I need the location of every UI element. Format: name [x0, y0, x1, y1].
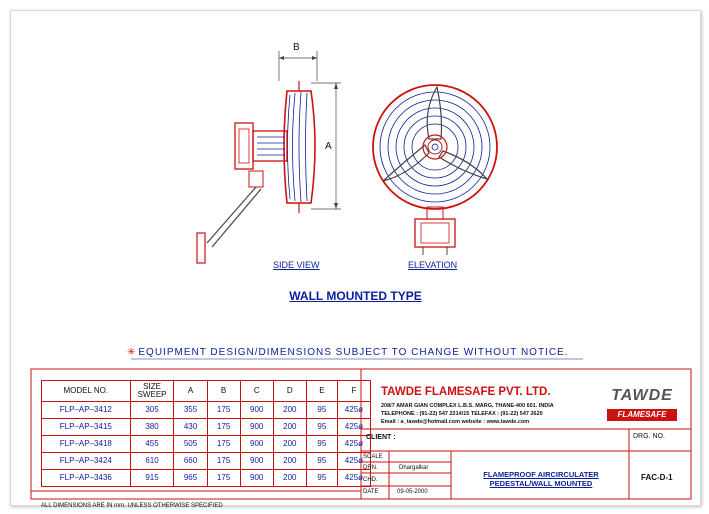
elevation-drawing	[373, 85, 497, 255]
cell-model: FLP–AP–3412	[42, 402, 131, 419]
drawing-desc-line2: PEDESTAL/WALL MOUNTED	[489, 479, 593, 488]
header-size-sweep: SIZE SWEEP	[130, 381, 174, 402]
cell-c: 900	[240, 436, 273, 453]
cell-a: 505	[174, 436, 207, 453]
header-b: B	[207, 381, 240, 402]
drg-no-label: DRG. NO.	[633, 433, 665, 440]
company-phone: TELEPHONE : (91-22) 547 2214/15 TELEFAX : (91-22) 547 2620	[381, 411, 543, 417]
company-address: 208/7 AMAR GIAN COMPLEX L.B.S. MARG, THANE-400 601. INDIA	[381, 403, 554, 409]
table-row	[42, 470, 371, 487]
header-d: D	[273, 381, 306, 402]
cell-a: 660	[174, 453, 207, 470]
date-label: DATE	[363, 489, 379, 495]
cell-d: 200	[273, 436, 306, 453]
company-email: Email : a_tawde@hotmail.com website : www.tawde.com	[381, 419, 530, 425]
drg-no-value: FAC-D-1	[641, 473, 673, 482]
drawing-desc-line1: FLAMEPROOF AIRCIRCULATER	[483, 470, 599, 479]
cell-e: 95	[306, 419, 337, 436]
notice	[127, 347, 569, 358]
cell-b: 175	[207, 470, 240, 487]
cell-a: 430	[174, 419, 207, 436]
header-e: E	[306, 381, 337, 402]
header-a: A	[174, 381, 207, 402]
spec-table-header	[42, 381, 371, 402]
cell-size-sweep: 610	[130, 453, 174, 470]
cell-size-sweep: 380	[130, 419, 174, 436]
cell-a: 965	[174, 470, 207, 487]
drawing-title: WALL MOUNTED TYPE	[289, 289, 422, 303]
side-view-drawing	[197, 51, 341, 263]
cell-model: FLP–AP–3436	[42, 470, 131, 487]
cell-f: 425ø	[337, 419, 370, 436]
table-row	[42, 419, 371, 436]
scale-label: SCALE	[363, 454, 383, 460]
cell-c: 900	[240, 453, 273, 470]
logo-bottom-text: FLAMESAFE	[607, 409, 677, 421]
side-view-label: SIDE VIEW	[273, 260, 320, 270]
elevation-label: ELEVATION	[408, 260, 458, 270]
table-row	[42, 453, 371, 470]
notice-star-icon: ✳	[127, 347, 137, 358]
cell-b: 175	[207, 436, 240, 453]
company-logo	[603, 385, 681, 425]
cell-f: 425ø	[337, 470, 370, 487]
header-f: F	[337, 381, 370, 402]
cell-b: 175	[207, 453, 240, 470]
cell-c: 900	[240, 402, 273, 419]
table-row	[42, 402, 371, 419]
cell-model: FLP–AP–3418	[42, 436, 131, 453]
cell-f: 425ø	[337, 402, 370, 419]
cell-a: 355	[174, 402, 207, 419]
cell-d: 200	[273, 419, 306, 436]
client-label: CLIENT :	[366, 434, 396, 441]
cell-f: 425ø	[337, 436, 370, 453]
cell-f: 425ø	[337, 453, 370, 470]
header-c: C	[240, 381, 273, 402]
dimension-a-label: A	[325, 141, 332, 152]
cell-model: FLP–AP–3415	[42, 419, 131, 436]
notice-text: EQUIPMENT DESIGN/DIMENSIONS SUBJECT TO CHANGE WITHOUT NOTICE.	[138, 347, 569, 358]
cell-model: FLP–AP–3424	[42, 453, 131, 470]
cell-size-sweep: 305	[130, 402, 174, 419]
drn-value: Dhargalkar	[399, 465, 429, 471]
company-name: TAWDE FLAMESAFE PVT. LTD.	[381, 386, 551, 398]
chd-label: CHD.	[363, 477, 378, 483]
logo-top-text: TAWDE	[611, 387, 673, 404]
drn-label: DRN.	[363, 465, 378, 471]
cell-size-sweep: 455	[130, 436, 174, 453]
cell-size-sweep: 915	[130, 470, 174, 487]
cell-c: 900	[240, 419, 273, 436]
cell-d: 200	[273, 470, 306, 487]
dimensions-footnote: ALL DIMENSIONS ARE IN mm. UNLESS OTHERWISE SPECIFIED	[41, 503, 223, 509]
cell-e: 95	[306, 436, 337, 453]
cell-e: 95	[306, 402, 337, 419]
dimension-b-label: B	[293, 42, 300, 53]
table-row	[42, 436, 371, 453]
cell-e: 95	[306, 453, 337, 470]
cell-d: 200	[273, 453, 306, 470]
header-model: MODEL NO.	[42, 381, 131, 402]
cell-d: 200	[273, 402, 306, 419]
drawing-description	[466, 470, 616, 488]
spec-table	[41, 380, 371, 487]
cell-b: 175	[207, 402, 240, 419]
cell-c: 900	[240, 470, 273, 487]
cell-b: 175	[207, 419, 240, 436]
cell-e: 95	[306, 470, 337, 487]
date-value: 09-05-2000	[397, 489, 428, 495]
drawing-sheet	[10, 10, 701, 509]
